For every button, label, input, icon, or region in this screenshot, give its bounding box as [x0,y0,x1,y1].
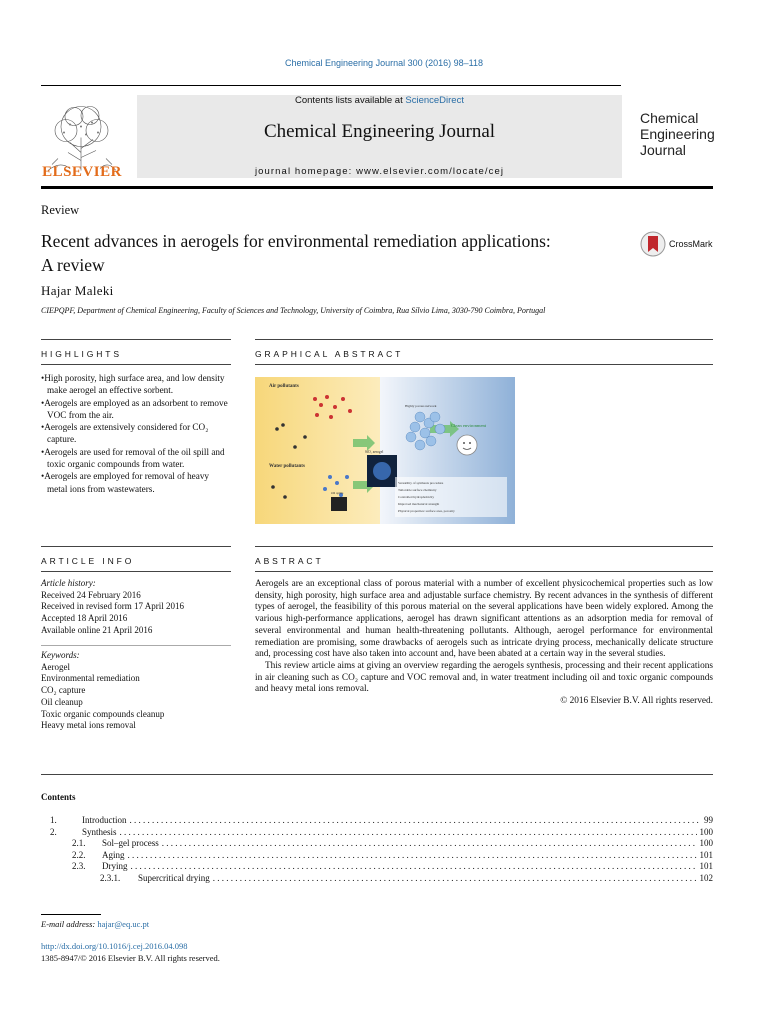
keywords [41,650,164,732]
table-of-contents [41,815,713,885]
highlight-item: • Aerogels are extensively considered for CO₂ capture. [41,421,231,446]
article-info-heading: ARTICLE INFO [41,556,135,566]
issn-copyright: 1385-8947/© 2016 Elsevier B.V. All rights reserved. [41,953,220,963]
abstract-head-rule [255,571,713,572]
keywords-label: Keywords: [41,650,80,660]
toc-number: 2.1. [72,838,86,849]
toc-title: Sol–gel process [102,838,159,849]
abstract-heading: ABSTRACT [255,556,324,566]
toc-number: 2.3.1. [100,872,121,883]
ga-water-label: Water pollutants [269,464,305,469]
toc-page: 100 [699,826,713,837]
highlights-heading: HIGHLIGHTS [41,349,122,359]
toc-leader [213,873,697,885]
journal-cover-title [640,110,715,158]
email-link[interactable]: hajar@eq.uc.pt [97,919,150,929]
article-history-label: Article history: [41,578,96,588]
toc-entry-introduction[interactable] [41,815,713,827]
cover-title-line: Engineering [640,126,715,142]
ga-sio2-label: SiO₂ aerogel [365,450,384,454]
header-top-rule [41,85,621,86]
toc-page: 99 [704,815,713,825]
ga-oil-label: Oil spills [331,491,344,495]
toc-leader [130,815,702,827]
toc-entry-synthesis[interactable] [41,827,713,839]
keyword: Toxic organic compounds cleanup [41,708,165,719]
toc-title: Synthesis [82,826,117,837]
article-type: Review [41,203,80,217]
crossmark-icon[interactable] [640,231,666,257]
cover-title-line: Chemical [640,110,699,126]
ga-clean-label: Clean environment [451,423,487,428]
toc-entry-aging[interactable] [41,850,713,862]
keyword: CO₂ capture [41,685,86,696]
abstract-top-rule [255,546,713,547]
toc-entry-drying[interactable] [41,861,713,873]
history-entry: Accepted 18 April 2016 [41,613,128,624]
ga-feature: Controlled hydrophobicity [398,495,435,499]
ga-feature: Physical properties: surface area, porosity [398,509,455,513]
abstract-paragraph: This review article aims at giving an overview regarding the aerogels synthesis, processing and their recent applications in air cleaning such as CO₂ capture and VOC removal and, in water treatment including oil and toxic organic compounds and heavy metal ions removal. [255,660,713,695]
sciencedirect-link[interactable]: ScienceDirect [405,95,464,106]
article-info-head-rule [41,571,231,572]
footnote-email [41,919,149,929]
toc-title: Introduction [82,815,127,825]
abstract-paragraph: Aerogels are an exceptional class of porous material with a number of excellent physicochemical properties such as low density, high porosity, high surface area and adjustable surface chemistry. By recent advances in the synthesis of different types of aerogel, the feasibility of this porous material on the several applications have been widely explored. Among the various high-performance applications, aerogel has drawn significant attentions as an adsorption media for removal of several environmental and human health-threatening pollutants. Although, aerogel performance for environmental remediation are promising, some drawbacks of aerogels such as intricate drying process, mechanically delicate structure and, processing cost have also taken into account and, have been abated at a certain way in the several studies. [255,579,713,660]
contents-available-line [137,95,622,106]
abstract-bottom-rule [41,774,713,775]
toc-title: Aging [102,849,125,860]
toc-leader [128,850,697,862]
toc-number: 1. [50,815,57,825]
article-title [41,229,631,277]
ga-feature: Tailorable surface chemistry [398,488,437,492]
journal-title: Chemical Engineering Journal [263,121,496,142]
toc-number: 2.2. [72,849,86,860]
cover-title-line: Journal [640,142,686,158]
highlight-item: • Aerogels are employed as an adsorbent to remove VOC from the air. [41,397,231,422]
keyword: Heavy metal ions removal [41,720,136,731]
keyword: Environmental remediation [41,673,140,684]
article-history [41,578,184,637]
highlights-list [41,372,231,495]
highlights-head-rule [41,364,231,365]
journal-citation[interactable]: Chemical Engineering Journal 300 (2016) 98–118 [285,58,483,68]
graphical-abstract-heading: GRAPHICAL ABSTRACT [255,349,404,359]
toc-page: 102 [699,872,713,883]
contents-prefix: Contents lists available at [295,95,406,106]
ga-air-label: Air pollutants [269,384,299,389]
footnote-rule [41,914,101,915]
history-entry: Received 24 February 2016 [41,589,141,600]
journal-homepage[interactable]: journal homepage: www.elsevier.com/locate/cej [254,166,505,177]
ga-feature: Versatility of synthesis procedure [398,481,444,485]
elsevier-wordmark[interactable]: ELSEVIER [42,164,122,180]
toc-page: 101 [699,861,713,872]
email-label: E-mail address: [41,919,96,929]
graphical-abstract-head-rule [255,364,713,365]
article-title-line: A review [41,255,105,275]
article-title-line: Recent advances in aerogels for environmental remediation applications: [41,231,551,251]
toc-title: Supercritical drying [138,872,210,883]
toc-title: Drying [102,861,128,872]
toc-entry-sol-gel[interactable] [41,838,713,850]
toc-page: 101 [699,849,713,860]
highlights-top-rule [41,339,231,340]
history-entry: Available online 21 April 2016 [41,624,153,635]
abstract-body [255,579,713,708]
toc-entry-supercritical-drying[interactable] [41,873,713,885]
toc-leader [162,838,697,850]
graphical-abstract-top-rule [255,339,713,340]
ga-porous-label: Highly porous network [405,404,437,408]
abstract-copyright: © 2016 Elsevier B.V. All rights reserved. [560,696,713,707]
toc-page: 100 [699,838,713,849]
keyword: Oil cleanup [41,696,83,707]
toc-number: 2.3. [72,861,86,872]
history-entry: Received in revised form 17 April 2016 [41,601,184,612]
toc-number: 2. [50,826,57,837]
highlight-item: • Aerogels are employed for removal of heavy metal ions from wastewaters. [41,470,231,495]
graphical-abstract-figure[interactable] [255,377,515,524]
doi-link[interactable]: http://dx.doi.org/10.1016/j.cej.2016.04.098 [41,941,188,951]
contents-heading: Contents [41,792,76,802]
highlight-item: • Aerogels are used for removal of the oil spill and toxic organic compounds from water. [41,446,231,471]
highlight-item: • High porosity, high surface area, and low density make aerogel an effective sorbent. [41,372,231,397]
crossmark-label[interactable]: CrossMark [669,239,713,249]
toc-leader [131,861,697,873]
keyword: Aerogel [41,661,70,672]
keywords-rule [41,645,231,646]
ga-feature: Improved mechanical strength [398,502,440,506]
author-name: Hajar Maleki [41,283,114,298]
toc-leader [120,827,697,839]
article-info-top-rule [41,546,231,547]
author-affiliation: CIEPQPF, Department of Chemical Engineering, Faculty of Sciences and Technology, University of Coimbra, Rua Sílvio Lima, 3030-790 Coimbra, Portugal [41,306,546,315]
header-bottom-rule [41,186,713,189]
